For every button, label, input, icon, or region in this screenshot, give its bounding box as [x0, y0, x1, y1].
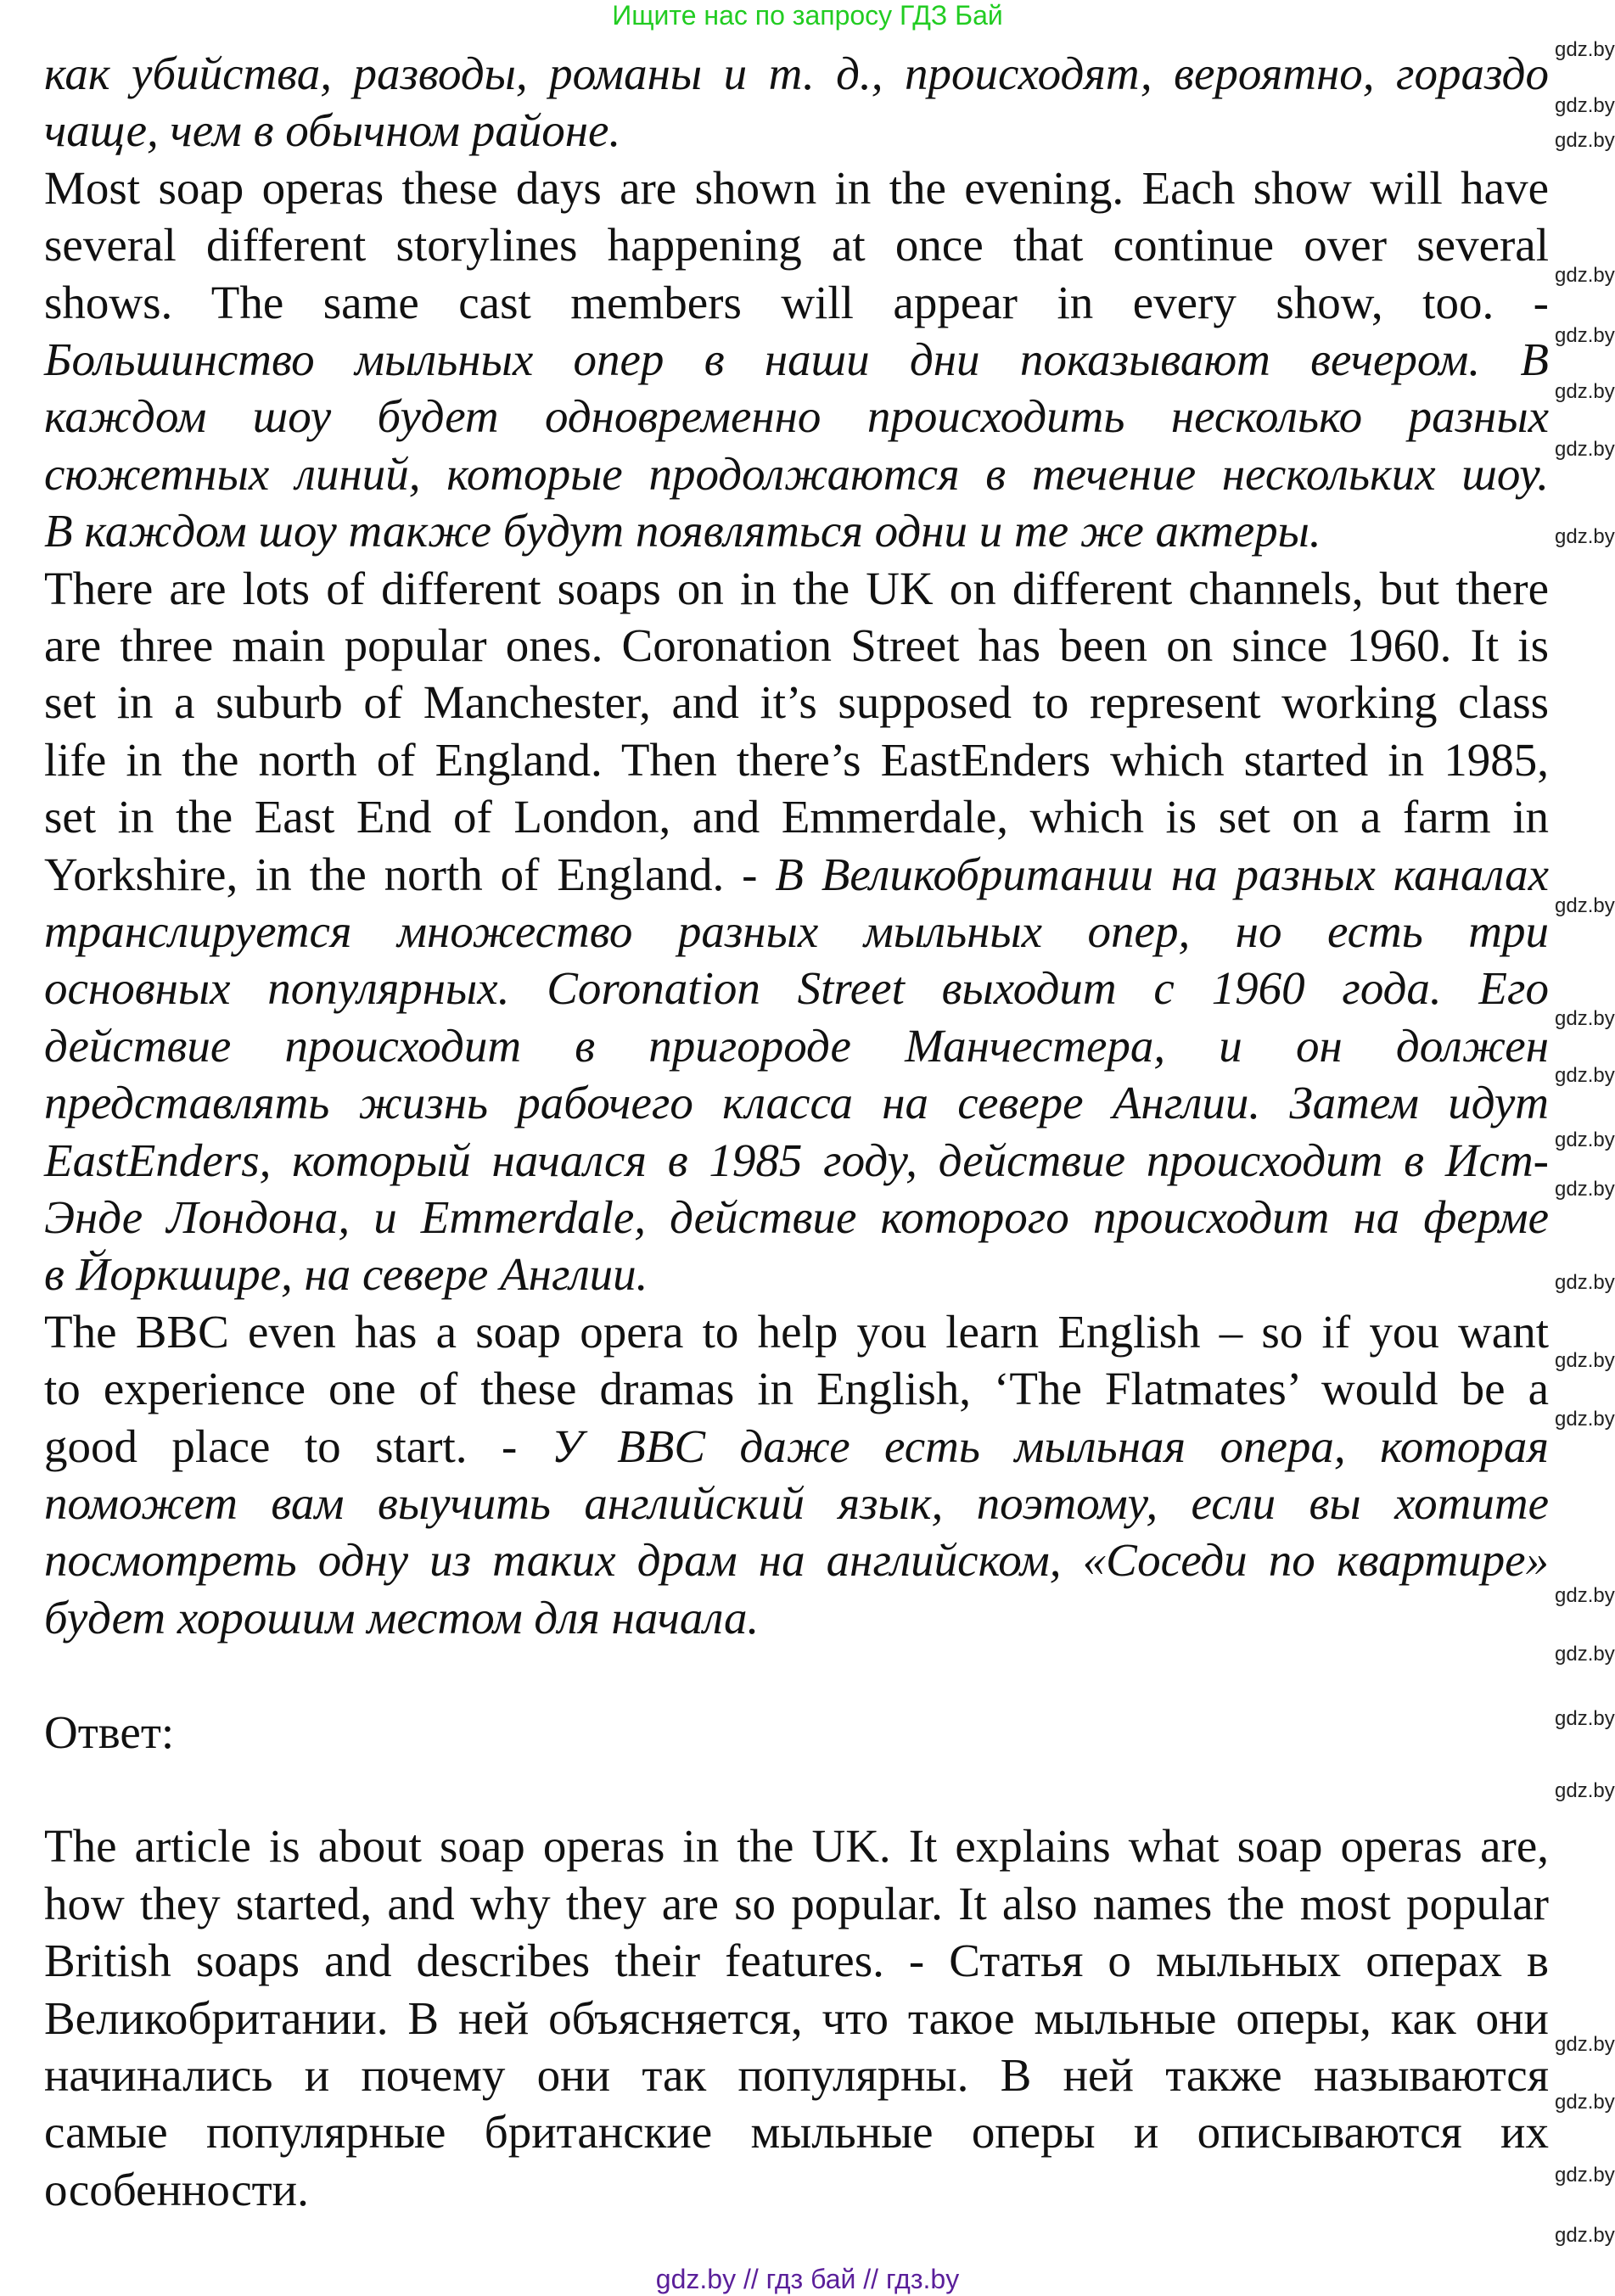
watermark: gdz.by	[1555, 1271, 1615, 1294]
translation-text: В Великобритании на разных каналах	[775, 848, 1550, 900]
translation-text: как убийства, разводы, романы и т. д., происходят, вероятно, гораздо	[44, 48, 1549, 99]
watermark: gdz.by	[1555, 1064, 1615, 1087]
watermark: gdz.by	[1555, 1128, 1615, 1151]
translation-text: поможет вам выучить английский язык, поэтому, если вы хотите	[44, 1477, 1549, 1529]
translation-text: сюжетных линий, которые продолжаются в течение нескольких шоу.	[44, 447, 1549, 500]
text-line	[44, 445, 1549, 502]
text-line	[44, 1589, 1549, 1646]
source-text: There are lots of different soaps on in the UK on different channels, but there	[44, 562, 1549, 614]
source-text: set in the East End of London, and Emmerdale, which is set on a farm in	[44, 791, 1549, 843]
source-text: how they started, and why they are so popular. It also names the most popular	[44, 1877, 1549, 1929]
text-line	[44, 1418, 1549, 1475]
text-line	[44, 731, 1549, 788]
translation-text: посмотреть одну из таких драм на английском, «Соседи по квартире»	[44, 1534, 1549, 1587]
text-line	[44, 2103, 1549, 2160]
translation-text: основных популярных. Coronation Street выходит с 1960 года. Его	[44, 962, 1549, 1015]
text-line	[44, 216, 1549, 273]
translation-text: У BBC даже есть мыльная опера, которая	[551, 1420, 1549, 1472]
source-text: are three main popular ones. Coronation Street has been on since 1960. It is	[44, 619, 1549, 671]
translation-text: В каждом шоу также будут появляться одни и те же актеры.	[44, 505, 1321, 557]
source-text: good place to start. -	[44, 1420, 552, 1472]
source-text: Yorkshire, in the north of England. -	[44, 848, 776, 900]
translation-text: чаще, чем в обычном районе.	[44, 104, 621, 157]
text-line	[44, 1017, 1549, 1074]
source-text: Великобритании. В ней объясняется, что такое мыльные оперы, как они	[44, 1991, 1549, 2044]
source-text: British soaps and describes their features. - Статья о мыльных операх в	[44, 1935, 1549, 1987]
text-line	[44, 1704, 1549, 1761]
watermark: gdz.by	[1555, 94, 1615, 117]
translation-text: EastEnders, который начался в 1985 году, действие происходит в Ист-	[44, 1134, 1549, 1186]
text-line	[44, 617, 1549, 674]
text-line	[44, 1303, 1549, 1360]
translation-text: будет хорошим местом для начала.	[44, 1591, 760, 1644]
text-line	[44, 1817, 1549, 1874]
footer-links[interactable]: gdz.by // гдз бай // гдз.by	[655, 2264, 960, 2294]
source-text: самые популярные британские мыльные оперы и описываются их	[44, 2106, 1549, 2159]
watermark: gdz.by	[1555, 2091, 1615, 2114]
watermark: gdz.by	[1555, 1707, 1615, 1730]
translation-text: в Йоркшире, на севере Англии.	[44, 1248, 648, 1301]
watermark: gdz.by	[1555, 38, 1615, 61]
text-line	[44, 1360, 1549, 1417]
watermark: gdz.by	[1555, 1349, 1615, 1372]
text-line	[44, 502, 1549, 559]
text-line	[44, 274, 1549, 331]
text-line	[44, 1246, 1549, 1302]
text-line	[44, 560, 1549, 617]
watermark: gdz.by	[1555, 324, 1615, 347]
source-text: начинались и почему они так популярны. В ней также называются	[44, 2049, 1549, 2101]
watermark: gdz.by	[1555, 525, 1615, 548]
watermark: gdz.by	[1555, 380, 1615, 403]
translation-text: Большинство мыльных опер в наши дни показывают вечером. В	[44, 333, 1549, 385]
text-line	[44, 2047, 1549, 2103]
source-text: to experience one of these dramas in English, ‘The Flatmates’ would be a	[44, 1363, 1549, 1415]
translation-text: действие происходит в пригороде Манчестера, и он должен	[44, 1019, 1549, 1072]
watermark: gdz.by	[1555, 1178, 1615, 1201]
source-text: set in a suburb of Manchester, and it’s supposed to represent working class	[44, 676, 1549, 729]
watermark: gdz.by	[1555, 1408, 1615, 1431]
text-line	[44, 960, 1549, 1016]
source-text: Ответ:	[44, 1705, 175, 1758]
text-line	[44, 1532, 1549, 1588]
translation-text: Энде Лондона, и Emmerdale, действие которого происходит на ферме	[44, 1191, 1549, 1243]
translation-text: представлять жизнь рабочего класса на севере Англии. Затем идут	[44, 1077, 1549, 1129]
source-text: several different storylines happening at once that continue over several	[44, 219, 1549, 272]
text-line	[44, 1074, 1549, 1131]
source-text: The BBC even has a soap opera to help you learn English – so if you want	[44, 1305, 1549, 1358]
watermark: gdz.by	[1555, 2164, 1615, 2187]
source-text: особенности.	[44, 2163, 309, 2215]
text-line	[44, 331, 1549, 388]
text-line	[44, 1990, 1549, 2047]
text-line	[44, 1189, 1549, 1246]
source-text: The article is about soap operas in the UK. It explains what soap operas are,	[44, 1820, 1549, 1873]
text-line	[44, 1932, 1549, 1989]
watermark: gdz.by	[1555, 129, 1615, 152]
text-line	[44, 2161, 1549, 2218]
source-text: life in the north of England. Then there’s EastEnders which started in 1985,	[44, 733, 1549, 786]
source-text: shows. The same cast members will appear in every show, too. -	[44, 276, 1549, 328]
source-text: Most soap operas these days are shown in the evening. Each show will have	[44, 161, 1549, 214]
translation-text: транслируется множество разных мыльных опер, но есть три	[44, 905, 1549, 957]
search-hint-banner: Ищите нас по запросу ГДЗ Бай	[612, 0, 1003, 31]
text-line	[44, 102, 1549, 159]
text-line	[44, 388, 1549, 445]
text-line	[44, 1475, 1549, 1532]
text-line	[44, 1875, 1549, 1932]
watermark: gdz.by	[1555, 438, 1615, 461]
watermark: gdz.by	[1555, 1007, 1615, 1030]
text-line	[44, 788, 1549, 845]
text-line	[44, 903, 1549, 960]
text-line	[44, 160, 1549, 216]
text-line	[44, 1132, 1549, 1189]
watermark: gdz.by	[1555, 1643, 1615, 1666]
watermark: gdz.by	[1555, 264, 1615, 287]
watermark: gdz.by	[1555, 1584, 1615, 1607]
watermark: gdz.by	[1555, 2224, 1615, 2247]
watermark: gdz.by	[1555, 894, 1615, 917]
text-line	[44, 846, 1549, 903]
watermark: gdz.by	[1555, 1779, 1615, 1802]
text-line	[44, 674, 1549, 731]
text-line	[44, 45, 1549, 102]
watermark: gdz.by	[1555, 2033, 1615, 2056]
translation-text: каждом шоу будет одновременно происходить несколько разных	[44, 390, 1549, 443]
